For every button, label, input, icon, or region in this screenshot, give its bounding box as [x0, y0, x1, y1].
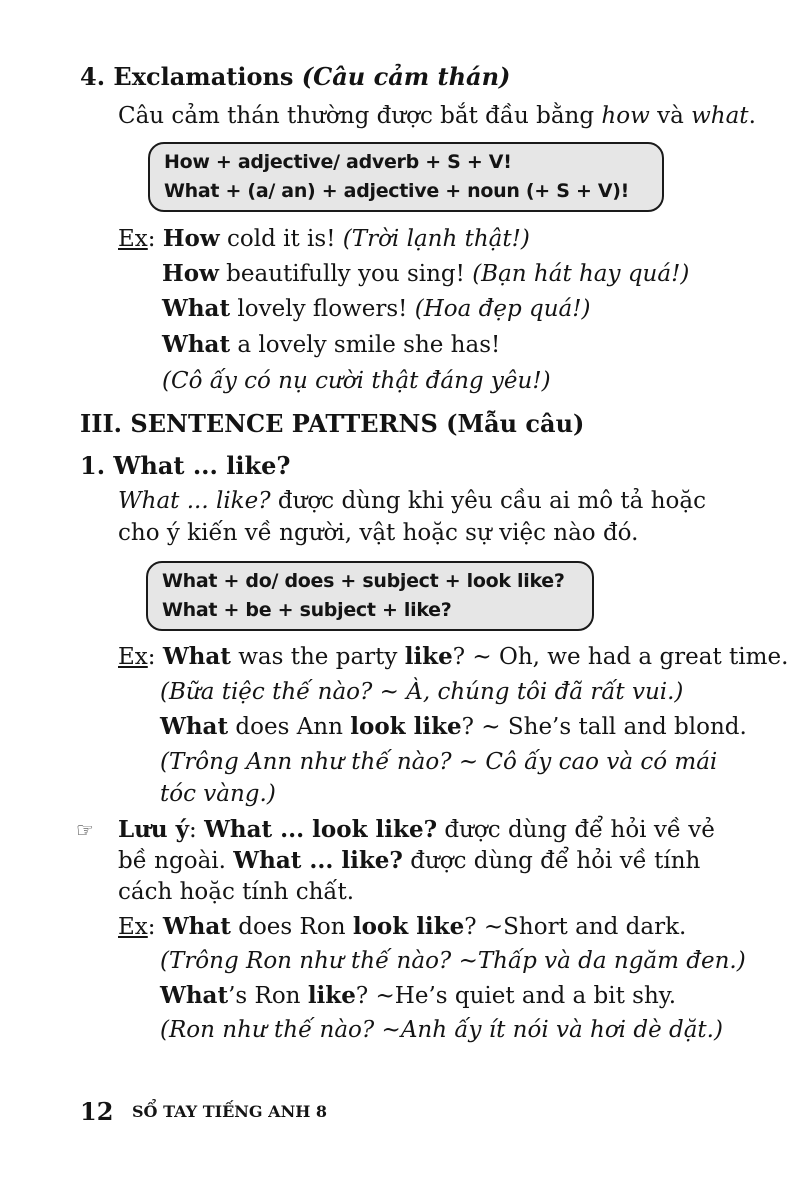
note-keyword: What ... like? — [233, 847, 403, 874]
example-text: ? ~Short and dark. — [464, 914, 687, 940]
note-text: được dùng để hỏi về tính — [402, 848, 701, 874]
example-line — [118, 912, 686, 942]
example-translation: (Ron như thế nào? ~Anh ấy ít nói và hơi dè dặt.) — [160, 1017, 723, 1043]
example-text: ’s Ron — [228, 983, 308, 1009]
exclamations-intro — [118, 101, 756, 131]
heading-text: Exclamations — [113, 62, 294, 91]
heading-number: 4. — [80, 62, 106, 91]
page-number: 12 — [80, 1097, 114, 1126]
example-keyword: look like — [350, 713, 462, 740]
intro-what: what — [691, 103, 749, 129]
ex-label: Ex — [118, 644, 148, 670]
example-translation: (Hoa đẹp quá!) — [414, 296, 591, 322]
intro-how: how — [601, 103, 650, 129]
ex-label: Ex — [118, 914, 148, 940]
example-keyword: What — [162, 331, 231, 358]
note-line — [118, 815, 715, 845]
what-like-heading — [80, 451, 290, 481]
section-title: III. SENTENCE PATTERNS — [80, 409, 438, 438]
formula-line: What + (a/ an) + adjective + noun (+ S + V)! — [164, 180, 630, 202]
note-keyword: What ... look like? — [204, 816, 438, 843]
desc-text: được dùng khi yêu cầu ai mô tả hoặc — [270, 488, 706, 514]
ex-colon: : — [147, 226, 163, 252]
note-label: Lưu ý — [118, 816, 189, 843]
example-text: does Ann — [228, 714, 351, 740]
example-translation: (Trông Ron như thế nào? ~Thấp và da ngăm đen.) — [160, 948, 746, 974]
example-text: ? ~ She’s tall and blond. — [461, 714, 747, 740]
example-text: does Ron — [230, 914, 353, 940]
heading-number: 1. — [80, 451, 106, 480]
section-heading — [80, 409, 584, 439]
note-text: bề ngoài. — [118, 848, 234, 874]
ex-colon: : — [147, 644, 163, 670]
example-keyword: How — [162, 260, 219, 287]
intro-and: và — [649, 103, 692, 129]
note-line — [118, 846, 700, 876]
heading-text: What ... like? — [113, 451, 291, 480]
example-text: ? ~He’s quiet and a bit shy. — [355, 983, 677, 1009]
example-translation: (Trông Ann như thế nào? ~ Cô ấy cao và có mái — [160, 749, 718, 775]
formula-line: What + be + subject + like? — [162, 599, 452, 621]
what-like-description — [118, 486, 706, 516]
desc-term: What ... like? — [118, 488, 271, 514]
intro-text: Câu cảm thán thường được bắt đầu bằng — [118, 103, 602, 129]
example-text: cold it is! — [219, 226, 343, 252]
formula-line: How + adjective/ adverb + S + V! — [164, 151, 512, 173]
example-line — [118, 642, 788, 672]
ex-colon: : — [147, 914, 163, 940]
example-line — [162, 294, 590, 324]
book-title: SỔ TAY TIẾNG ANH 8 — [132, 1102, 328, 1121]
exclamation-formula-box — [148, 142, 664, 212]
example-translation: (Trời lạnh thật!) — [342, 226, 530, 252]
section-title-translation: (Mẫu câu) — [446, 409, 585, 438]
example-keyword: What — [160, 713, 229, 740]
heading-translation: (Câu cảm thán) — [301, 62, 511, 91]
example-translation: (Cô ấy có nụ cười thật đáng yêu!) — [162, 368, 551, 394]
example-translation: (Bữa tiệc thế nào? ~ À, chúng tôi đã rất vui.) — [160, 679, 684, 705]
note-text: được dùng để hỏi về vẻ — [437, 817, 715, 843]
example-keyword: like — [307, 982, 356, 1009]
example-translation: tóc vàng.) — [160, 781, 276, 807]
example-keyword: What — [162, 913, 231, 940]
example-keyword: like — [404, 643, 453, 670]
note-text: cách hoặc tính chất. — [118, 879, 355, 905]
what-like-formula-box — [146, 561, 594, 631]
example-line — [162, 259, 689, 289]
intro-period: . — [748, 103, 756, 129]
example-text: beautifully you sing! — [218, 261, 473, 287]
example-line — [160, 712, 747, 742]
desc-text: cho ý kiến về người, vật hoặc sự việc nào đó. — [118, 520, 639, 546]
formula-line: What + do/ does + subject + look like? — [162, 570, 565, 592]
ex-label: Ex — [118, 226, 148, 252]
example-translation: (Bạn hát hay quá!) — [472, 261, 690, 287]
example-text: lovely flowers! — [230, 296, 415, 322]
example-keyword: How — [162, 225, 220, 252]
example-keyword: look like — [352, 913, 465, 940]
exclamations-heading — [80, 62, 510, 92]
example-keyword: What — [162, 295, 231, 322]
note-colon: : — [189, 817, 205, 843]
example-text: ? ~ Oh, we had a great time. — [452, 644, 789, 670]
example-line — [162, 330, 500, 360]
example-line — [160, 981, 676, 1011]
example-keyword: What — [160, 982, 229, 1009]
pointing-hand-icon: ☞ — [76, 818, 94, 842]
example-text: was the party — [230, 644, 405, 670]
example-line — [118, 224, 530, 254]
example-keyword: What — [162, 643, 231, 670]
example-text: a lovely smile she has! — [230, 332, 501, 358]
